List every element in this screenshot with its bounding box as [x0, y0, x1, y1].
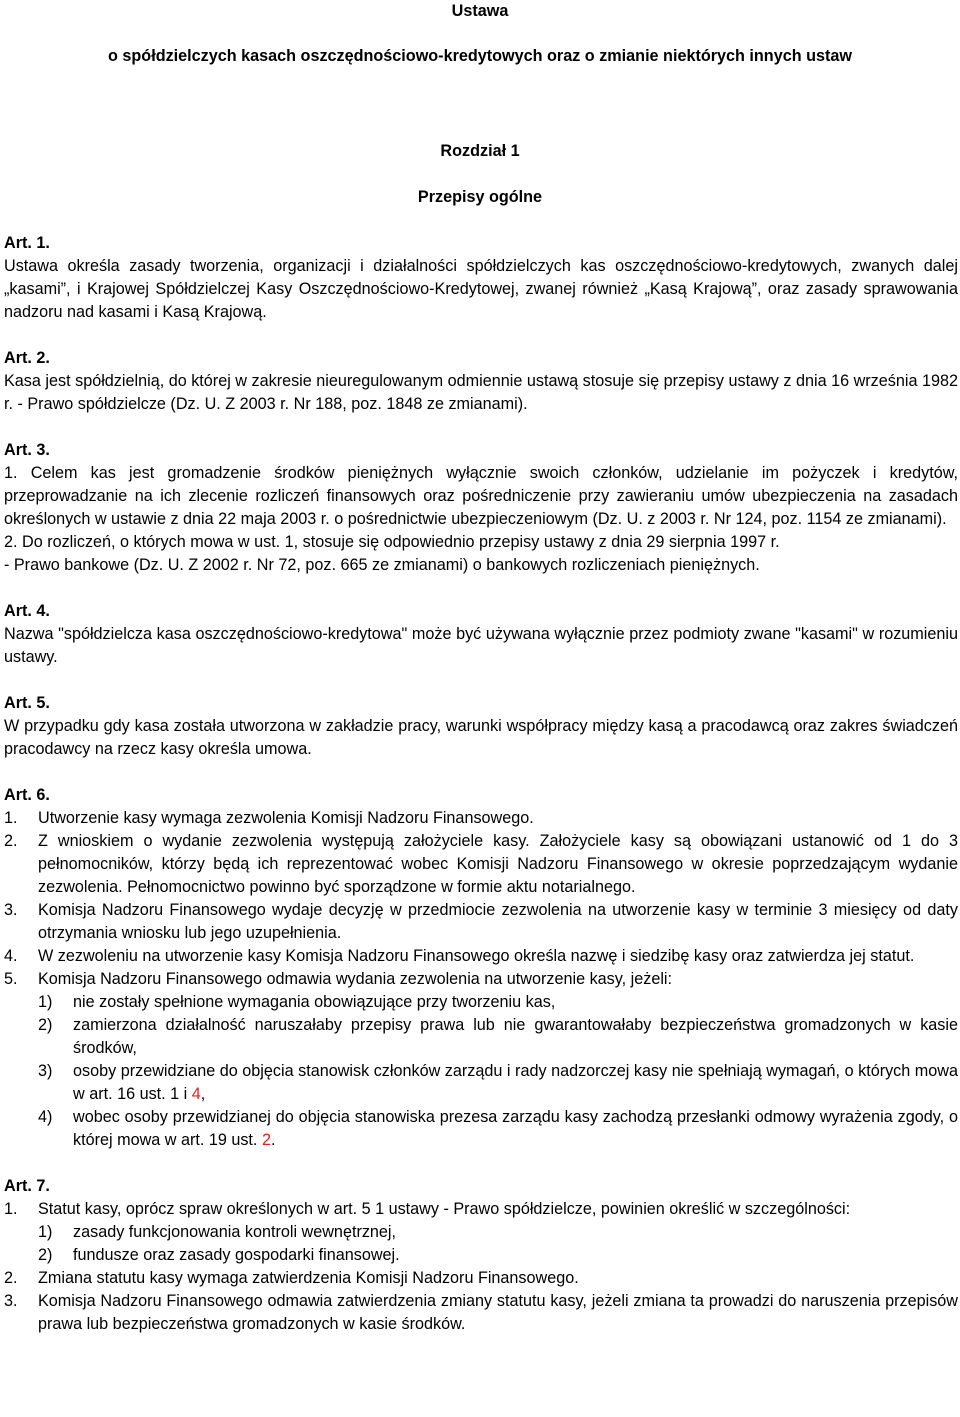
art-6-item — [4, 899, 958, 945]
art-6-item — [4, 830, 958, 899]
reference-link[interactable]: 2 — [261, 1131, 271, 1149]
item-number: 3. — [4, 1292, 18, 1310]
art-2-text: Kasa jest spółdzielnią, do której w zakresie nieuregulowanym odmiennie ustawą stosuje się przepisy ustawy z dnia 16 września 1982 r. - Prawo spółdzielcze (Dz. U. Z 2003 r. Nr 188, poz. 1848 ze zmianami). — [4, 372, 958, 413]
art-7-subitem — [4, 1221, 958, 1244]
subitem-text: fundusze oraz zasady gospodarki finansowej. — [73, 1246, 400, 1264]
chapter-title: Przepisy ogólne — [417, 188, 543, 206]
art-1-heading: Art. 1. — [4, 234, 50, 252]
art-3-paragraph-2: 2. Do rozliczeń, o których mowa w ust. 1, stosuje się odpowiednio przepisy ustawy z dnia 29 sierpnia 1997 r. — [4, 533, 780, 551]
subitem-number: 3) — [38, 1062, 53, 1080]
subitem-text-main: osoby przewidziane do objęcia stanowisk członków zarządu i rady nadzorczej kasy nie spełniają wymagań, o których mowa w art. 16 ust. 1 i — [73, 1062, 958, 1103]
art-7-item — [4, 1198, 958, 1221]
item-text: Utworzenie kasy wymaga zezwolenia Komisji Nadzoru Finansowego. — [38, 809, 534, 827]
document-title: Ustawa — [451, 2, 509, 20]
item-number: 5. — [4, 970, 18, 988]
art-1-text: Ustawa określa zasady tworzenia, organizacji i działalności spółdzielczych kas oszczędnościowo-kredytowych, zwanych dalej „kasami”, i Krajowej Spółdzielczej Kasy Oszczędnościowo-Kredytowej, zwanej również „Kasą Krajową”, oraz zasady sprawowania nadzoru nad kasami i Kasą Krajową. — [4, 257, 958, 321]
art-2-heading: Art. 2. — [4, 349, 50, 367]
subitem-text-end: . — [270, 1131, 276, 1149]
art-6-item — [4, 807, 958, 830]
document-body — [4, 232, 958, 1336]
art-3-paragraph-2-cont: - Prawo bankowe (Dz. U. Z 2002 r. Nr 72, poz. 665 ze zmianami) o bankowych rozliczeniach pieniężnych. — [4, 556, 760, 574]
item-number: 3. — [4, 901, 18, 919]
art-6-item — [4, 968, 958, 991]
art-6-subitem — [4, 1014, 958, 1060]
art-3-heading: Art. 3. — [4, 441, 50, 459]
subitem-number: 2) — [38, 1246, 53, 1264]
art-3-paragraph-1: 1. Celem kas jest gromadzenie środków pieniężnych wyłącznie swoich członków, udzielanie im pożyczek i kredytów, przeprowadzanie na ich zlecenie rozliczeń finansowych oraz pośredniczenie przy zawieraniu umów ubezpieczenia na zasadach określonych w ustawie z dnia 22 maja 2003 r. o pośrednictwie ubezpieczeniowym (Dz. U. z 2003 r. Nr 124, poz. 1154 ze zmianami). — [4, 464, 958, 528]
subitem-text: nie zostały spełnione wymagania obowiązujące przy tworzeniu kas, — [73, 993, 556, 1011]
item-text: Z wnioskiem o wydanie zezwolenia występują założyciele kasy. Założyciele kasy są obowiązani ustanowić od 1 do 3 pełnomocników, którzy będą ich reprezentować wobec Komisji Nadzoru Finansowego w okresie poprzedzającym wydanie zezwolenia. Pełnomocnictwo powinno być sporządzone w formie aktu notarialnego. — [38, 832, 958, 896]
reference-link[interactable]: 4 — [191, 1085, 201, 1103]
item-text: Komisja Nadzoru Finansowego odmawia zatwierdzenia zmiany statutu kasy, jeżeli zmiana ta prowadzi do naruszenia przepisów prawa lub bezpieczeństwa gromadzonych w kasie środków. — [38, 1292, 958, 1333]
item-number: 2. — [4, 832, 18, 850]
art-6-item — [4, 945, 958, 968]
subitem-text-end: , — [200, 1085, 206, 1103]
subitem-number: 1) — [38, 993, 53, 1011]
item-number: 4. — [4, 947, 18, 965]
item-number: 1. — [4, 1200, 18, 1218]
art-5-heading: Art. 5. — [4, 694, 50, 712]
item-text: Komisja Nadzoru Finansowego wydaje decyzję w przedmiocie zezwolenia na utworzenie kasy w terminie 3 miesięcy od daty otrzymania wniosku lub jego uzupełnienia. — [38, 901, 958, 942]
subitem-text — [73, 1060, 958, 1106]
subitem-number: 4) — [38, 1108, 53, 1126]
art-4-heading: Art. 4. — [4, 602, 50, 620]
art-6-subitem — [4, 1106, 958, 1152]
item-text: Zmiana statutu kasy wymaga zatwierdzenia Komisji Nadzoru Finansowego. — [38, 1269, 579, 1287]
item-text: Komisja Nadzoru Finansowego odmawia wydania zezwolenia na utworzenie kasy, jeżeli: — [38, 970, 673, 988]
art-6-subitem — [4, 1060, 958, 1106]
art-4-text: Nazwa "spółdzielcza kasa oszczędnościowo-kredytowa" może być używana wyłącznie przez podmioty zwane "kasami" w rozumieniu ustawy. — [4, 625, 958, 666]
subitem-text: zamierzona działalność naruszałaby przepisy prawa lub nie gwarantowałaby bezpieczeństwa gromadzonych w kasie środków, — [73, 1016, 958, 1057]
item-text: Statut kasy, oprócz spraw określonych w art. 5 1 ustawy - Prawo spółdzielcze, powinien określić w szczególności: — [38, 1200, 851, 1218]
art-5-text: W przypadku gdy kasa została utworzona w zakładzie pracy, warunki współpracy między kasą a pracodawcą oraz zakres świadczeń pracodawcy na rzecz kasy określa umowa. — [4, 717, 958, 758]
item-number: 1. — [4, 809, 18, 827]
art-7-item — [4, 1267, 958, 1290]
subitem-text — [73, 1106, 958, 1152]
subitem-text: zasady funkcjonowania kontroli wewnętrznej, — [73, 1223, 397, 1241]
art-7-subitem — [4, 1244, 958, 1267]
subitem-number: 2) — [38, 1016, 53, 1034]
document-subtitle: o spółdzielczych kasach oszczędnościowo-kredytowych oraz o zmianie niektórych innych ustaw — [108, 47, 852, 65]
art-6-subitem — [4, 991, 958, 1014]
item-number: 2. — [4, 1269, 18, 1287]
chapter-heading: Rozdział 1 — [440, 142, 520, 160]
art-7-heading: Art. 7. — [4, 1177, 50, 1195]
art-6-heading: Art. 6. — [4, 786, 50, 804]
subitem-number: 1) — [38, 1223, 53, 1241]
art-7-item — [4, 1290, 958, 1336]
subitem-text-main: wobec osoby przewidzianej do objęcia stanowiska prezesa zarządu kasy zachodzą przesłanki odmowy wyrażenia zgody, o której mowa w art. 19 ust. — [73, 1108, 958, 1149]
item-text: W zezwoleniu na utworzenie kasy Komisja Nadzoru Finansowego określa nazwę i siedzibę kasy oraz zatwierdza jej statut. — [38, 947, 915, 965]
